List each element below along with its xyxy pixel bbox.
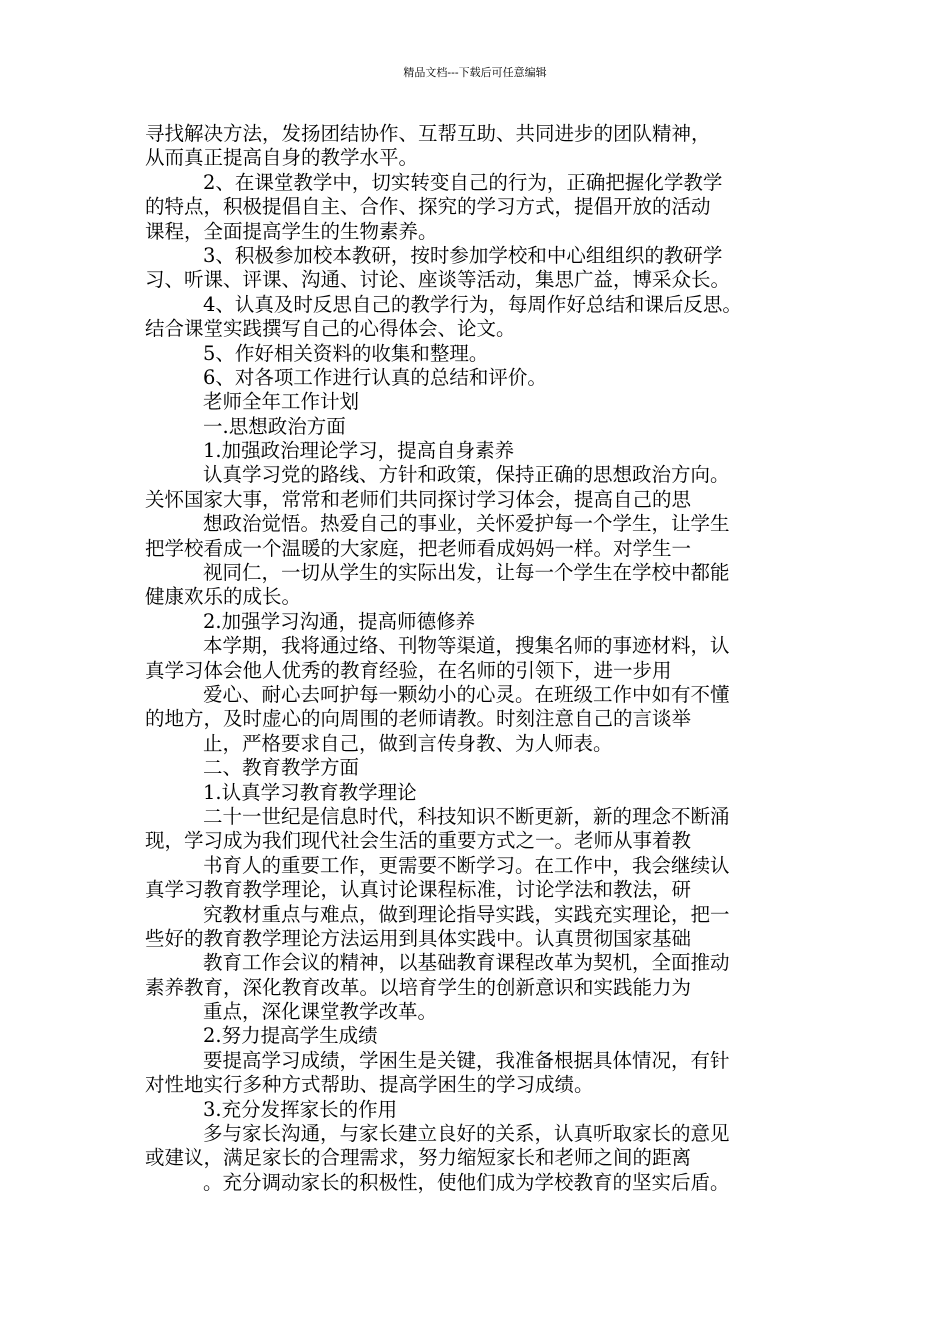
text-line: 现，学习成为我们现代社会生活的重要方式之一。老师从事着教 <box>145 829 692 853</box>
text-line: 认真学习党的路线、方针和政策，保持正确的思想政治方向。 <box>203 463 730 487</box>
document-body <box>145 122 845 1195</box>
text-line: 究教材重点与难点，做到理论指导实践，实践充实理论，把一 <box>203 902 730 926</box>
text-line: 真学习体会他人优秀的教育经验，在名师的引领下，进一步用 <box>145 658 672 682</box>
text-line: 要提高学习成绩，学困生是关键，我准备根据具体情况，有针 <box>203 1048 730 1072</box>
text-line: 5、作好相关资料的收集和整理。 <box>203 341 489 365</box>
text-line: 重点，深化课堂教学改革。 <box>203 1000 438 1024</box>
text-line: 二十一世纪是信息时代，科技知识不断更新，新的理念不断涌 <box>203 804 730 828</box>
text-line: 1.认真学习教育教学理论 <box>203 780 417 804</box>
text-line: 从而真正提高自身的教学水平。 <box>145 146 419 170</box>
text-line: 一.思想政治方面 <box>203 414 346 438</box>
text-line: 对性地实行多种方式帮助、提高学困生的学习成绩。 <box>145 1073 594 1097</box>
text-line: 课程，全面提高学生的生物素养。 <box>145 219 438 243</box>
text-line: 老师全年工作计划 <box>203 390 360 414</box>
text-line: 本学期，我将通过络、刊物等渠道，搜集名师的事迹材料，认 <box>203 634 730 658</box>
text-line: 2.努力提高学生成绩 <box>203 1024 378 1048</box>
text-line: 的地方，及时虚心的向周围的老师请教。时刻注意自己的言谈举 <box>145 707 692 731</box>
text-line: 4、认真及时反思自己的教学行为，每周作好总结和课后反思。 <box>203 292 742 316</box>
text-line: 3.充分发挥家长的作用 <box>203 1097 398 1121</box>
text-line: 书育人的重要工作，更需要不断学习。在工作中，我会继续认 <box>203 853 730 877</box>
text-line: 寻找解决方法，发扬团结协作、互帮互助、共同进步的团队精神， <box>145 122 711 145</box>
text-line: 止，严格要求自己，做到言传身教、为人师表。 <box>203 731 613 755</box>
text-line: 1.加强政治理论学习，提高自身素养 <box>203 439 515 463</box>
text-line: 些好的教育教学理论方法运用到具体实践中。认真贯彻国家基础 <box>145 926 692 950</box>
text-line: 或建议，满足家长的合理需求，努力缩短家长和老师之间的距离 <box>145 1146 692 1170</box>
text-line: 想政治觉悟。热爱自己的事业，关怀爱护每一个学生，让学生 <box>203 512 730 536</box>
text-line: 把学校看成一个温暖的大家庭，把老师看成妈妈一样。对学生一 <box>145 536 692 560</box>
text-line: 2.加强学习沟通，提高师德修养 <box>203 609 476 633</box>
text-line: 真学习教育教学理论，认真讨论课程标准，讨论学法和教法，研 <box>145 878 692 902</box>
text-line: 健康欢乐的成长。 <box>145 585 302 609</box>
text-line: 结合课堂实践撰写自己的心得体会、论文。 <box>145 317 516 341</box>
page-header: 精品文档---下载后可任意编辑 <box>403 66 547 79</box>
text-line: 多与家长沟通，与家长建立良好的关系，认真听取家长的意见 <box>203 1122 730 1146</box>
text-line: 2、在课堂教学中，切实转变自己的行为，正确把握化学教学 <box>203 170 723 194</box>
text-line: 习、听课、评课、沟通、讨论、座谈等活动，集思广益，博采众长。 <box>145 268 731 292</box>
text-line: 6、对各项工作进行认真的总结和评价。 <box>203 365 547 389</box>
text-line: 。充分调动家长的积极性，使他们成为学校教育的坚实后盾。 <box>203 1170 730 1194</box>
text-line: 二、教育教学方面 <box>203 756 360 780</box>
text-line: 关怀国家大事，常常和老师们共同探讨学习体会，提高自己的思 <box>145 487 692 511</box>
text-line: 素养教育，深化教育改革。以培育学生的创新意识和实践能力为 <box>145 975 692 999</box>
text-line: 视同仁，一切从学生的实际出发，让每一个学生在学校中都能 <box>203 561 730 585</box>
text-line: 爱心、耐心去呵护每一颗幼小的心灵。在班级工作中如有不懂 <box>203 682 730 706</box>
text-line: 3、积极参加校本教研，按时参加学校和中心组组织的教研学 <box>203 243 723 267</box>
text-line: 的特点，积极提倡自主、合作、探究的学习方式，提倡开放的活动 <box>145 195 711 219</box>
text-line: 教育工作会议的精神，以基础教育课程改革为契机，全面推动 <box>203 951 730 975</box>
